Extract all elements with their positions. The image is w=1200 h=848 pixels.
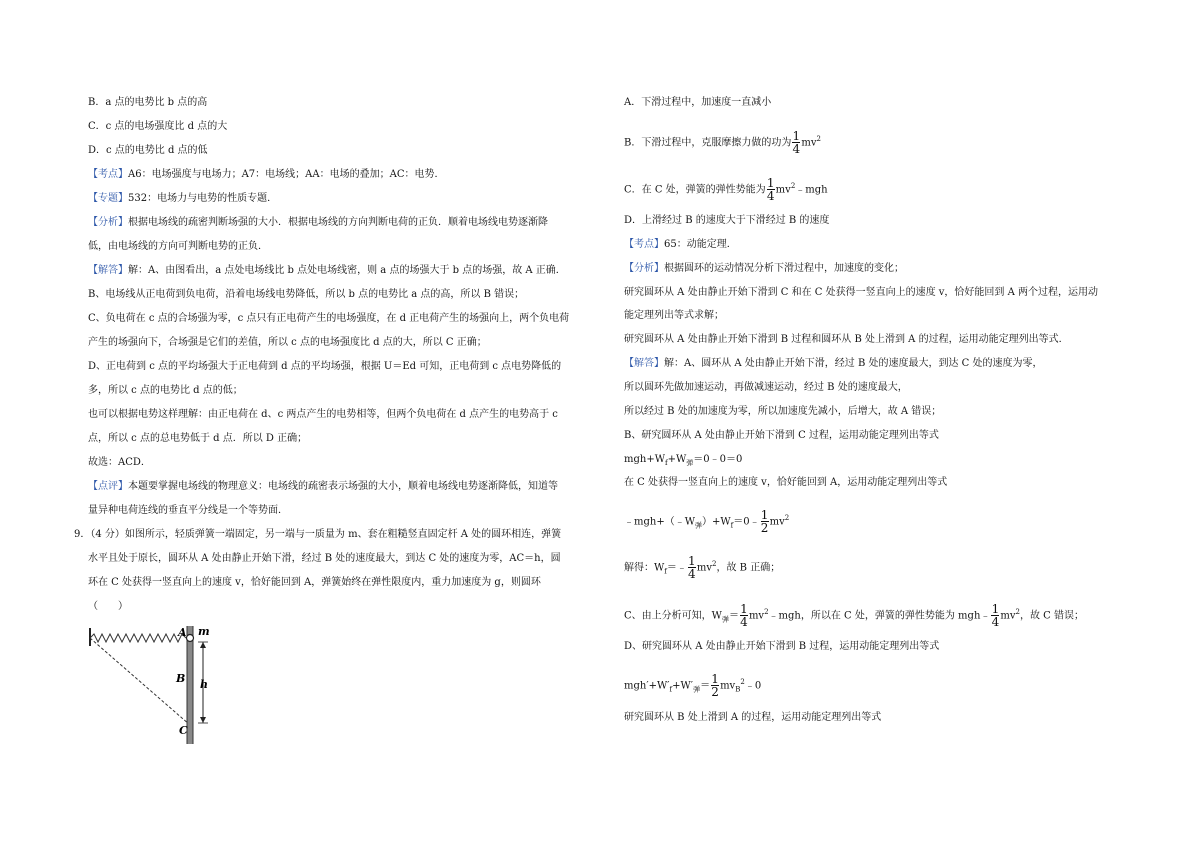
- text-line: 在 C 处获得一竖直向上的速度 v，恰好能回到 A，运用动能定理列出等式: [624, 477, 948, 488]
- text-line: D、研究圆环从 A 处由静止开始下滑到 B 过程，运用动能定理列出等式: [624, 641, 940, 652]
- fraction-1-4: $\frac{1}{4}$: [991, 602, 1000, 630]
- fraction-1-4: $\frac{1}{4}$: [766, 176, 775, 204]
- text-line: C、负电荷在 c 点的合场强为零，c 点只有正电荷产生的电场强度，在 d 正电荷产生的场强向上，两个负电荷: [88, 313, 570, 324]
- equation-1: $mgh+W_f+W_弹=0﹣0=0$: [624, 454, 743, 467]
- kaodian-line: 【考点】A6：电场强度与电场力；A7：电场线；AA：电场的叠加；AC：电势．: [88, 169, 445, 180]
- label-a: A: [178, 626, 187, 639]
- fraction-1-4: $\frac{1}{4}$: [688, 554, 696, 582]
- dashed-spring-position: [90, 638, 190, 725]
- dianping-tag: 【点评】: [88, 481, 128, 492]
- option-b: B．a 点的电势比 b 点的高: [88, 97, 208, 108]
- label-c: C: [179, 724, 188, 737]
- fraction-1-4: $\frac{1}{4}$: [792, 129, 801, 157]
- text-line: 所以经过 B 处的加速度为零，所以加速度先减小，后增大，故 A 错误；: [624, 406, 942, 417]
- jieda-line: 【解答】解：A、圆环从 A 处由静止开始下滑，经过 B 处的速度最大，到达 C 处的速度为零，: [624, 358, 1043, 369]
- question-9: 9．（4 分）如图所示，轻质弹簧一端固定，另一端与一质量为 m、套在粗糙竖直固定杆 A 处的圆环相连，弹簧: [74, 529, 562, 540]
- fraction-1-2: $\frac{1}{2}$: [760, 508, 769, 536]
- equation-3: $mgh'+W'_f+W'_弹=$ $\frac{1}{2}$ $mv_B^2﹣0$: [624, 672, 762, 700]
- label-m: m: [198, 625, 210, 638]
- jieda-tag: 【解答】: [88, 265, 128, 276]
- text-line: 研究圆环从 A 处由静止开始下滑到 B 过程和圆环从 B 处上滑到 A 的过程，运用动能定理列出等式．: [624, 334, 1069, 345]
- equation-2: $﹣mgh+(﹣W_弹)+W_f=0﹣$ $\frac{1}{2}$ $mv^2$: [624, 508, 790, 536]
- text-line: 产生的场强向下，合场强是它们的差值，所以 c 点的电场强度比 d 点的大，所以 C 正确；: [88, 337, 487, 348]
- fenxi-line: 【分析】根据圆环的运动情况分析下滑过程中，加速度的变化；: [624, 263, 904, 274]
- label-b: B: [176, 672, 186, 685]
- fraction-1-2: $\frac{1}{2}$: [711, 672, 719, 700]
- option-c: C．在 C 处，弹簧的弹性势能为 $\frac{1}{4}$ $mv^2﹣mgh$: [624, 176, 828, 204]
- question-text: 水平且处于原长，圆环从 A 处由静止开始下滑，经过 B 处的速度最大，到达 C 处的速度为零，AC＝h，圆: [88, 553, 561, 564]
- fenxi-tag: 【分析】: [88, 217, 128, 228]
- dianping-line: 【点评】本题要掌握电场线的物理意义：电场线的疏密表示场强的大小，顺着电场线电势逐渐降低，知道等: [88, 481, 558, 492]
- fraction-1-4: $\frac{1}{4}$: [740, 602, 748, 630]
- jieda-tag: 【解答】: [624, 358, 664, 369]
- text-line: 研究圆环从 A 处由静止开始下滑到 C 和在 C 处获得一竖直向上的速度 v，恰好能回到 A 两个过程，运用动: [624, 287, 1099, 298]
- text-line: B、研究圆环从 A 处由静止开始下滑到 C 过程，运用动能定理列出等式: [624, 430, 939, 441]
- option-b: B．下滑过程中，克服摩擦力做的功为 $\frac{1}{4}$ $mv^2$: [624, 129, 821, 157]
- text-line: 也可以根据电势这样理解：由正电荷在 d、c 两点产生的电势相等，但两个负电荷在 d 点产生的电势高于 c: [88, 409, 558, 420]
- text-line: 多，所以 c 点的电势比 d 点的低；: [88, 385, 243, 396]
- text-line: D、正电荷到 c 点的平均场强大于正电荷到 d 点的平均场强，根据 U＝Ed 可知，正电荷到 c 点电势降低的: [88, 361, 562, 372]
- answer-line: 故选：ACD．: [88, 457, 151, 468]
- text-line: 研究圆环从 B 处上滑到 A 的过程，运用动能定理列出等式: [624, 712, 882, 723]
- spring-ring-figure: [86, 622, 226, 748]
- jieda-line: 【解答】解：A、由图看出，a 点处电场线比 b 点处电场线密，则 a 点的场强大于 b 点的场强，故 A 正确．: [88, 265, 566, 276]
- option-d: D．上滑经过 B 的速度大于下滑经过 B 的速度: [624, 215, 830, 226]
- text-line: B、电场线从正电荷到负电荷，沿着电场线电势降低，所以 b 点的电势比 a 点的高，所以 B 错误；: [88, 289, 525, 300]
- solve-line: 解得：$W_f=﹣$ $\frac{1}{4}$ $mv^2$，故 B 正确；: [624, 554, 781, 582]
- fenxi-tag: 【分析】: [624, 263, 664, 274]
- option-c-analysis: C、由上分析可知，$W_弹=$ $\frac{1}{4}$ $mv^2﹣mgh$，所以在 C 处，弹簧的弹性势能为 mgh﹣ $\frac{1}{4}$ $mv^2$，故 C 错误；: [624, 602, 1085, 630]
- question-paren: （ ）: [88, 601, 128, 612]
- fenxi-cont: 低，由电场线的方向可判断电势的正负．: [88, 241, 268, 252]
- vertical-rod: [187, 626, 193, 744]
- ring: [187, 635, 194, 642]
- dianping-cont: 量异种电荷连线的垂直平分线是一个等势面．: [88, 505, 288, 516]
- question-text: 环在 C 处获得一竖直向上的速度 v，恰好能回到 A，弹簧始终在弹性限度内，重力加速度为 g，则圆环: [88, 577, 541, 588]
- option-a: A．下滑过程中，加速度一直减小: [624, 97, 772, 108]
- text-line: 所以圆环先做加速运动，再做减速运动，经过 B 处的速度最大，: [624, 382, 908, 393]
- option-d: D．c 点的电势比 d 点的低: [88, 145, 208, 156]
- kaodian-line: 【考点】65：动能定理．: [624, 239, 737, 250]
- kaodian-tag: 【考点】: [624, 239, 664, 250]
- zhuanti-line: 【专题】532：电场力与电势的性质专题．: [88, 193, 278, 204]
- fenxi-line: 【分析】根据电场线的疏密判断场强的大小．根据电场线的方向判断电荷的正负．顺着电场线电势逐渐降: [88, 217, 548, 228]
- zhuanti-tag: 【专题】: [88, 193, 128, 204]
- spring: [90, 634, 186, 642]
- text-line: 点，所以 c 点的总电势低于 d 点．所以 D 正确；: [88, 433, 308, 444]
- label-h: h: [200, 678, 208, 691]
- text-line: 能定理列出等式求解；: [624, 310, 724, 321]
- kaodian-tag: 【考点】: [88, 169, 128, 180]
- option-c: C．c 点的电场强度比 d 点的大: [88, 121, 228, 132]
